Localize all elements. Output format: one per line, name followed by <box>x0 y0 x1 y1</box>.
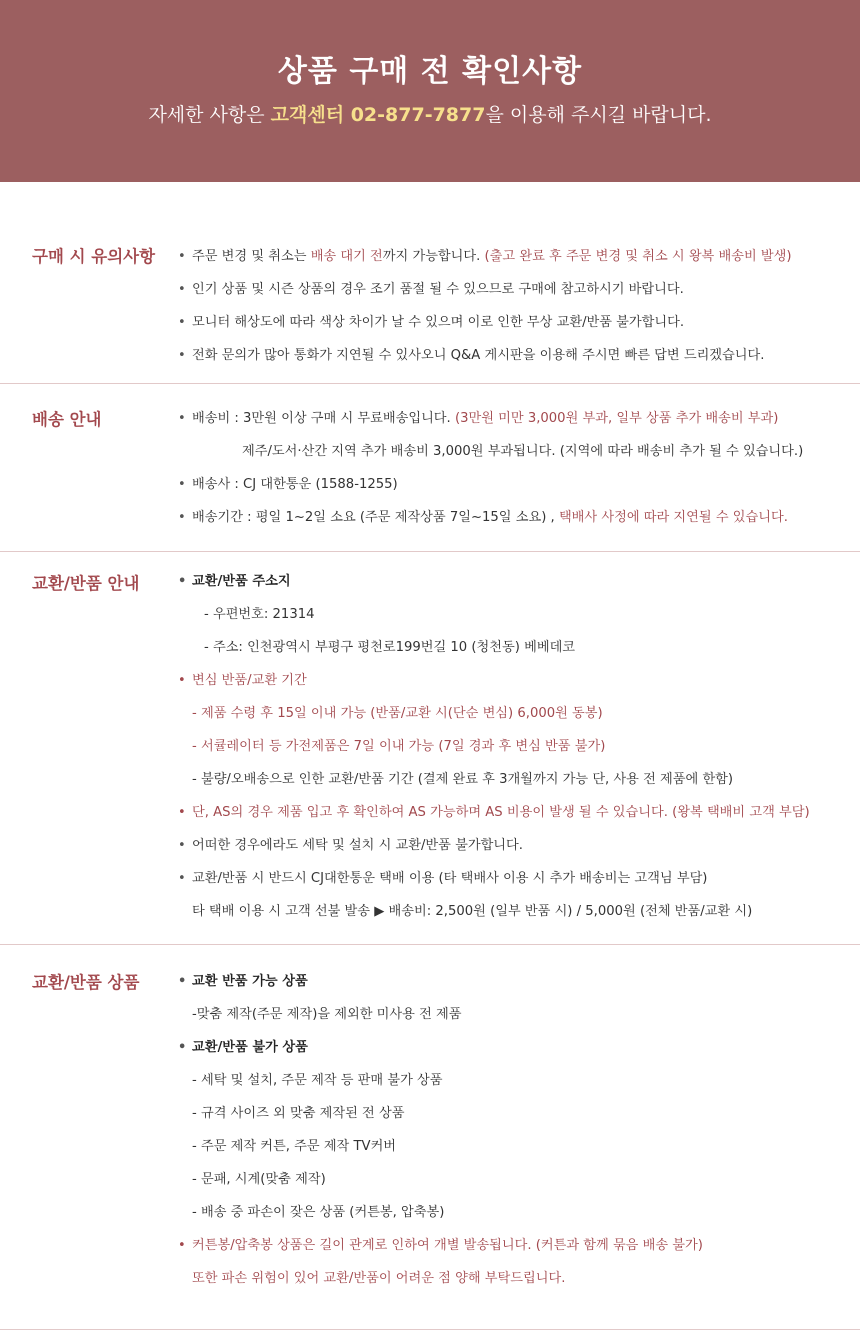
item-highlight: (출고 완료 후 주문 변경 및 취소 시 왕복 배송비 발생) <box>484 249 792 264</box>
list-item: • 교환/반품 주소지 <box>178 565 838 598</box>
list-item: 제주/도서·산간 지역 추가 배송비 3,000원 부과됩니다. (지역에 따라 배송비 추가 될 수 있습니다.) <box>242 444 804 459</box>
item-text: 주문 변경 및 취소는 <box>192 249 311 264</box>
list-item: • 커튼봉/압축봉 상품은 길이 관계로 인하여 개별 발송됩니다. (커튼과 함께 묶음 배송 불가) <box>178 1229 838 1262</box>
list-item: • 배송사 : CJ 대한통운 (1588-1255) <box>178 468 838 501</box>
list-item: - 제품 수령 후 15일 이내 가능 (반품/교환 시(단순 변심) 6,000원 동봉) <box>192 706 603 721</box>
section-body <box>178 965 838 1295</box>
list-item <box>178 240 838 273</box>
list-item: • 인기 상품 및 시즌 상품의 경우 조기 품절 될 수 있으므로 구매에 참고하시기 바랍니다. <box>178 273 838 306</box>
list-item: - 규격 사이즈 외 맞춤 제작된 전 상품 <box>192 1106 405 1121</box>
item-text: 배송기간 : 평일 1~2일 소요 (주문 제작상품 7일~15일 소요) , <box>192 510 559 525</box>
item-highlight: (3만원 미만 3,000원 부과, 일부 상품 추가 배송비 부과) <box>454 411 779 426</box>
page-title: 상품 구매 전 확인사항 <box>277 54 583 89</box>
list-item: - 주문 제작 커튼, 주문 제작 TV커버 <box>192 1139 397 1154</box>
list-item: • 교환/반품 시 반드시 CJ대한통운 택배 이용 (타 택배사 이용 시 추가 배송비는 고객님 부담) <box>178 862 838 895</box>
section-body <box>178 240 838 372</box>
item-highlight: 배송 대기 전 <box>310 249 383 264</box>
list-item: • 교환/반품 불가 상품 <box>178 1031 838 1064</box>
section-title: 구매 시 유의사항 <box>32 247 156 266</box>
list-item: - 서큘레이터 등 가전제품은 7일 이내 가능 (7일 경과 후 변심 반품 불가) <box>192 739 606 754</box>
list-item: • 전화 문의가 많아 통화가 지연될 수 있사오니 Q&A 게시판을 이용해 주시면 빠른 답변 드리겠습니다. <box>178 339 838 372</box>
list-item <box>178 501 838 534</box>
list-item: • 교환 반품 가능 상품 <box>178 965 838 998</box>
item-text: 배송비 : 3만원 이상 구매 시 무료배송입니다. <box>192 411 455 426</box>
list-item: 타 택배 이용 시 고객 선불 발송 ▶ 배송비: 2,500원 (일부 반품 시) / 5,000원 (전체 반품/교환 시) <box>192 904 753 919</box>
list-item: - 문패, 시계(맞춤 제작) <box>192 1172 326 1187</box>
list-item: - 세탁 및 설치, 주문 제작 등 판매 불가 상품 <box>192 1073 443 1088</box>
header-banner <box>0 0 860 182</box>
list-item: - 주소: 인천광역시 부평구 평천로199번길 10 (청천동) 베베데코 <box>204 640 576 655</box>
list-item: - 우편번호: 21314 <box>204 607 315 622</box>
section-body <box>178 402 838 534</box>
section-purchase-notes <box>0 182 860 384</box>
list-item: - 불량/오배송으로 인한 교환/반품 기간 (결제 완료 후 3개월까지 가능 단, 사용 전 제품에 한함) <box>192 772 734 787</box>
list-item: • 변심 반품/교환 기간 <box>178 664 838 697</box>
section-exchange-return-info <box>0 552 860 945</box>
section-title: 배송 안내 <box>32 410 102 429</box>
section-title: 교환/반품 상품 <box>32 973 140 992</box>
list-item: - 배송 중 파손이 잦은 상품 (커튼봉, 압축봉) <box>192 1205 445 1220</box>
item-text: 까지 가능합니다. <box>382 249 485 264</box>
subtitle-prefix: 자세한 사항은 <box>148 104 271 126</box>
section-title: 교환/반품 안내 <box>32 574 140 593</box>
page-subtitle <box>0 100 860 130</box>
customer-center-phone: 고객센터 02-877-7877 <box>270 104 486 126</box>
list-item: • 단, AS의 경우 제품 입고 후 확인하여 AS 가능하며 AS 비용이 발생 될 수 있습니다. (왕복 택배비 고객 부담) <box>178 796 838 829</box>
section-exchange-return-products <box>0 945 860 1330</box>
section-shipping-info <box>0 384 860 552</box>
list-item: 또한 파손 위험이 있어 교환/반품이 어려운 점 양해 부탁드립니다. <box>192 1271 566 1286</box>
list-item: -맞춤 제작(주문 제작)을 제외한 미사용 전 제품 <box>192 1007 462 1022</box>
section-body <box>178 565 838 928</box>
list-item <box>178 402 838 435</box>
subtitle-suffix: 을 이용해 주시길 바랍니다. <box>485 104 712 126</box>
list-item: • 모니터 해상도에 따라 색상 차이가 날 수 있으며 이로 인한 무상 교환/반품 불가합니다. <box>178 306 838 339</box>
list-item: • 어떠한 경우에라도 세탁 및 설치 시 교환/반품 불가합니다. <box>178 829 838 862</box>
item-highlight: 택배사 사정에 따라 지연될 수 있습니다. <box>558 510 788 525</box>
